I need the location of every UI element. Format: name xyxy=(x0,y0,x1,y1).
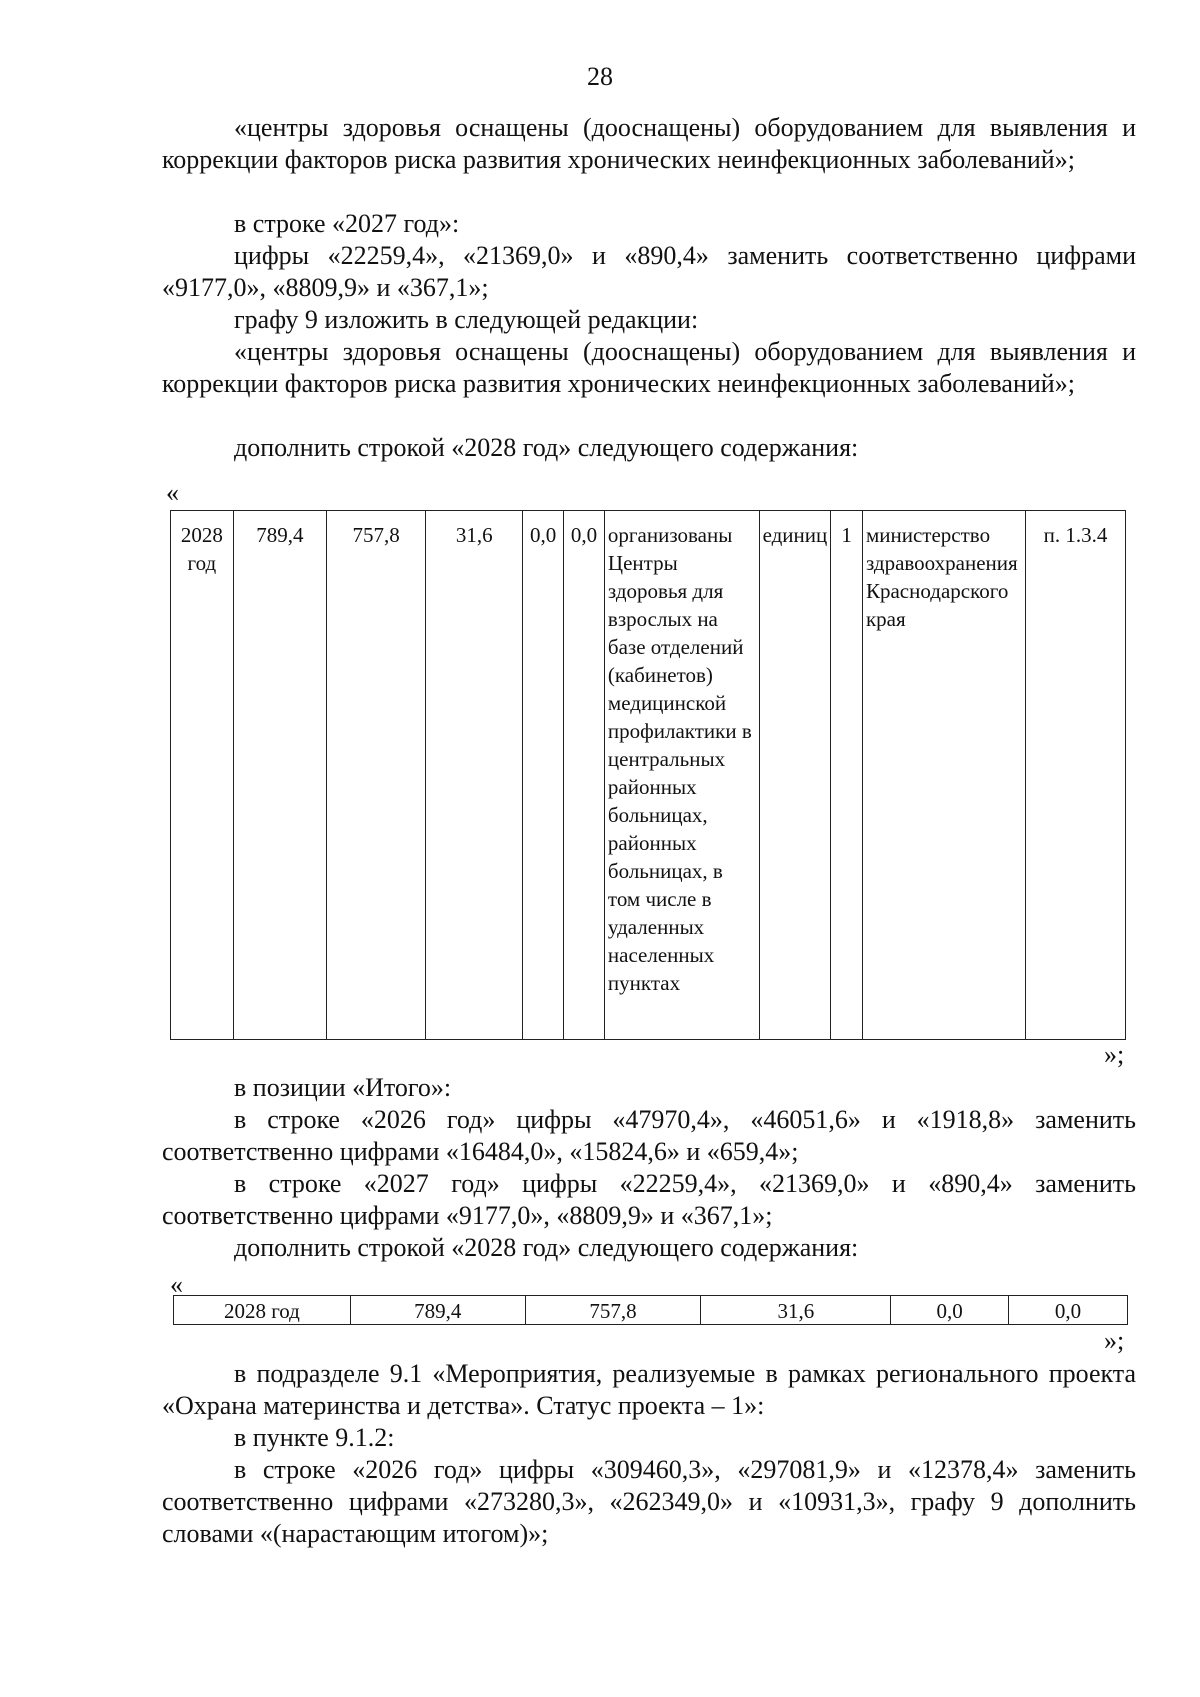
paragraph-7: в позиции «Итого»: xyxy=(234,1073,452,1102)
paragraph-9: в строке «2027 год» цифры «22259,4», «21369,0» и «890,4» заменить соответственно цифрами «9177,0», «8809,9» и «367,1»; xyxy=(162,1169,1136,1230)
paragraph-6: дополнить строкой «2028 год» следующего содержания: xyxy=(234,433,859,462)
table1-open-quote: « xyxy=(166,478,179,507)
table-2028-row xyxy=(170,510,1126,1040)
table1-close-quote: »; xyxy=(1104,1040,1125,1069)
paragraph-10: дополнить строкой «2028 год» следующего содержания: xyxy=(234,1233,859,1262)
cell-value: 1 xyxy=(831,511,863,1040)
table2-open-quote: « xyxy=(170,1270,183,1299)
page-number: 28 xyxy=(587,62,613,91)
paragraph-1: «центры здоровья оснащены (дооснащены) оборудованием для выявления и коррекции факторов риска развития хронических неинфекционных заболеваний»; xyxy=(162,113,1136,174)
table-total-2028-row xyxy=(173,1295,1128,1325)
cell-unit: единиц xyxy=(759,511,831,1040)
cell-regional: 757,8 xyxy=(327,511,426,1040)
paragraph-8: в строке «2026 год» цифры «47970,4», «46051,6» и «1918,8» заменить соответственно цифрами «16484,0», «15824,6» и «659,4»; xyxy=(162,1105,1136,1166)
cell-total: 789,4 xyxy=(350,1296,525,1325)
cell-col6: 0,0 xyxy=(1009,1296,1128,1325)
cell-federal: 31,6 xyxy=(701,1296,891,1325)
paragraph-3: цифры «22259,4», «21369,0» и «890,4» заменить соответственно цифрами «9177,0», «8809,9» и «367,1»; xyxy=(162,241,1136,302)
table2-close-quote: »; xyxy=(1104,1326,1125,1355)
cell-col6: 0,0 xyxy=(564,511,605,1040)
paragraph-12: в пункте 9.1.2: xyxy=(234,1423,395,1452)
paragraph-4: графу 9 изложить в следующей редакции: xyxy=(234,305,699,334)
cell-year: 2028 год xyxy=(174,1296,351,1325)
cell-regional: 757,8 xyxy=(525,1296,701,1325)
table-row xyxy=(174,1296,1128,1325)
cell-executor: министерство здравоохранения Краснодарского края xyxy=(862,511,1025,1040)
cell-federal: 31,6 xyxy=(426,511,523,1040)
paragraph-13: в строке «2026 год» цифры «309460,3», «297081,9» и «12378,4» заменить соответственно цифрами «273280,3», «262349,0» и «10931,3», графу 9 дополнить словами «(нарастающим итогом)»; xyxy=(162,1455,1136,1548)
cell-ref: п. 1.3.4 xyxy=(1025,511,1125,1040)
cell-col5: 0,0 xyxy=(523,511,564,1040)
cell-col5: 0,0 xyxy=(891,1296,1009,1325)
paragraph-11: в подразделе 9.1 «Мероприятия, реализуемые в рамках регионального проекта «Охрана материнства и детства». Статус проекта – 1»: xyxy=(162,1359,1136,1420)
paragraph-5: «центры здоровья оснащены (дооснащены) оборудованием для выявления и коррекции факторов риска развития хронических неинфекционных заболеваний»; xyxy=(162,337,1136,398)
cell-year: 2028 год xyxy=(171,511,234,1040)
cell-total: 789,4 xyxy=(233,511,326,1040)
paragraph-2: в строке «2027 год»: xyxy=(234,209,460,238)
cell-result: организованы Центры здоровья для взрослых на базе отделений (кабинетов) медицинской профилактики в центральных районных больницах, районных больницах, в том числе в удаленных населенных пунктах xyxy=(604,511,759,1040)
table-row xyxy=(171,511,1126,1040)
